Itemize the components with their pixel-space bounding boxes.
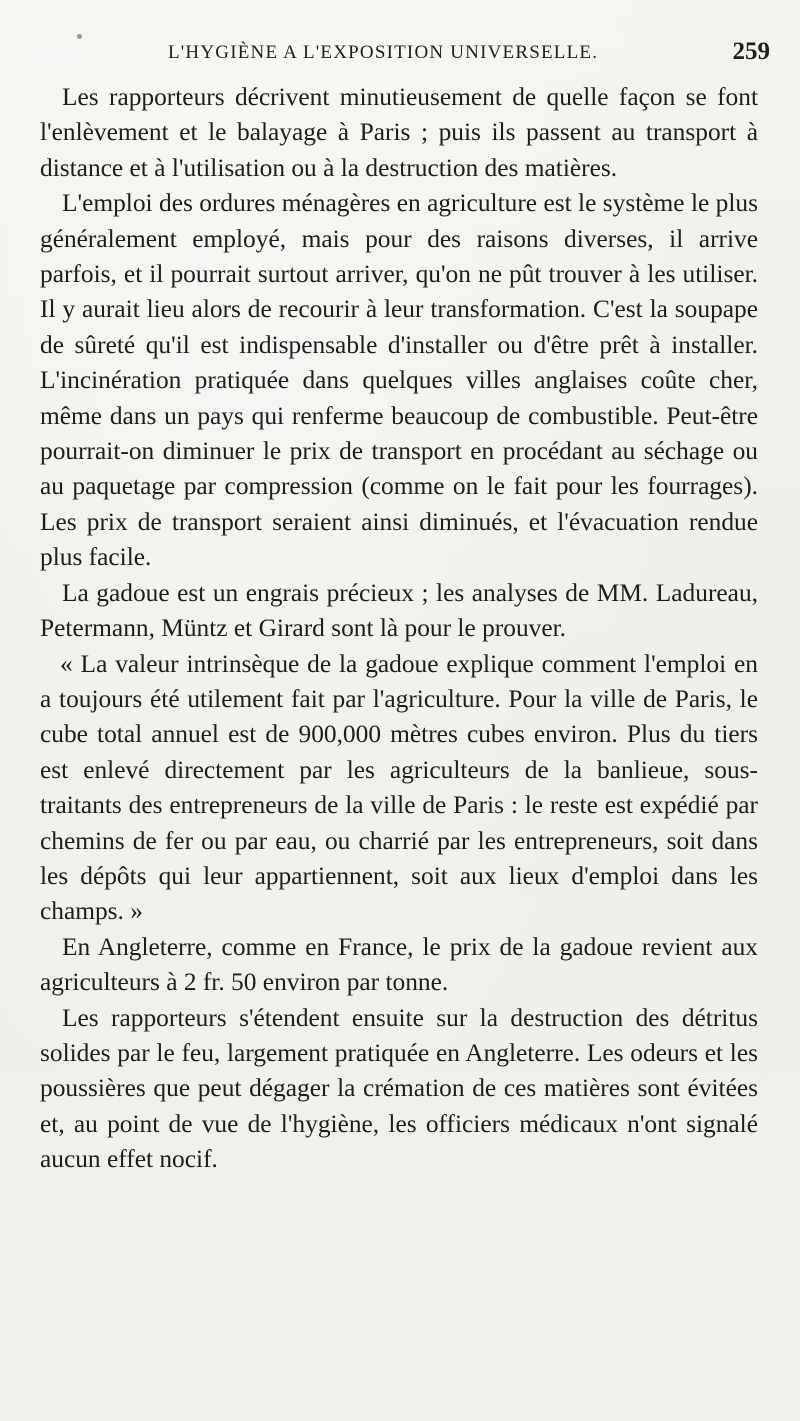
paragraph-5: En Angleterre, comme en France, le prix de la gadoue revient aux agriculteurs à 2 fr. 50 environ par tonne.	[40, 932, 758, 997]
page-header	[40, 40, 770, 72]
paragraph-1: Les rapporteurs décrivent minutieusement de quelle façon se font l'enlèvement et le balayage à Paris ; puis ils passent au transport à distance et à l'utilisation ou à la destruction des matières.	[40, 83, 758, 182]
body-text	[40, 80, 758, 1178]
page-number: 259	[732, 38, 770, 65]
paragraph-3: La gadoue est un engrais précieux ; les analyses de MM. Ladureau, Petermann, Müntz et Girard sont là pour le prouver.	[40, 578, 758, 643]
paragraph-4-quotation: « La valeur intrinsèque de la gadoue explique comment l'emploi en a toujours été utilement fait par l'agriculture. Pour la ville de Paris, le cube total annuel est de 900,000 mètres cubes environ. Plus du tiers est enlevé directement par les agriculteurs de la banlieue, sous-traitants des entrepreneurs de la ville de Paris : le reste est expédié par chemins de fer ou par eau, ou charrié par les entrepreneurs, soit dans les dépôts qui leur appartiennent, soit aux lieux d'emploi dans les champs. »	[40, 649, 758, 926]
paragraph-2: L'emploi des ordures ménagères en agriculture est le système le plus généralement employé, mais pour des raisons diverses, il arrive parfois, et il pourrait surtout arriver, qu'on ne pût trouver à les utiliser. Il y aurait lieu alors de recourir à leur transformation. C'est la soupape de sûreté qu'il est indispensable d'installer ou d'être prêt à installer. L'incinération pratiquée dans quelques villes anglaises coûte cher, même dans un pays qui renferme beaucoup de combustible. Peut-être pourrait-on diminuer le prix de transport en procédant au séchage ou au paquetage par compression (comme on le fait pour les fourrages). Les prix de transport seraient ainsi diminués, et l'évacuation rendue plus facile.	[40, 189, 758, 572]
ink-speck	[77, 34, 82, 39]
paragraph-6: Les rapporteurs s'étendent ensuite sur la destruction des détritus solides par le feu, largement pratiquée en Angleterre. Les odeurs et les poussières que peut dégager la crémation de ces matières sont évitées et, au point de vue de l'hygiène, les officiers médicaux n'ont signalé aucun effet nocif.	[40, 1003, 758, 1174]
running-head: L'HYGIÈNE A L'EXPOSITION UNIVERSELLE.	[168, 42, 599, 63]
